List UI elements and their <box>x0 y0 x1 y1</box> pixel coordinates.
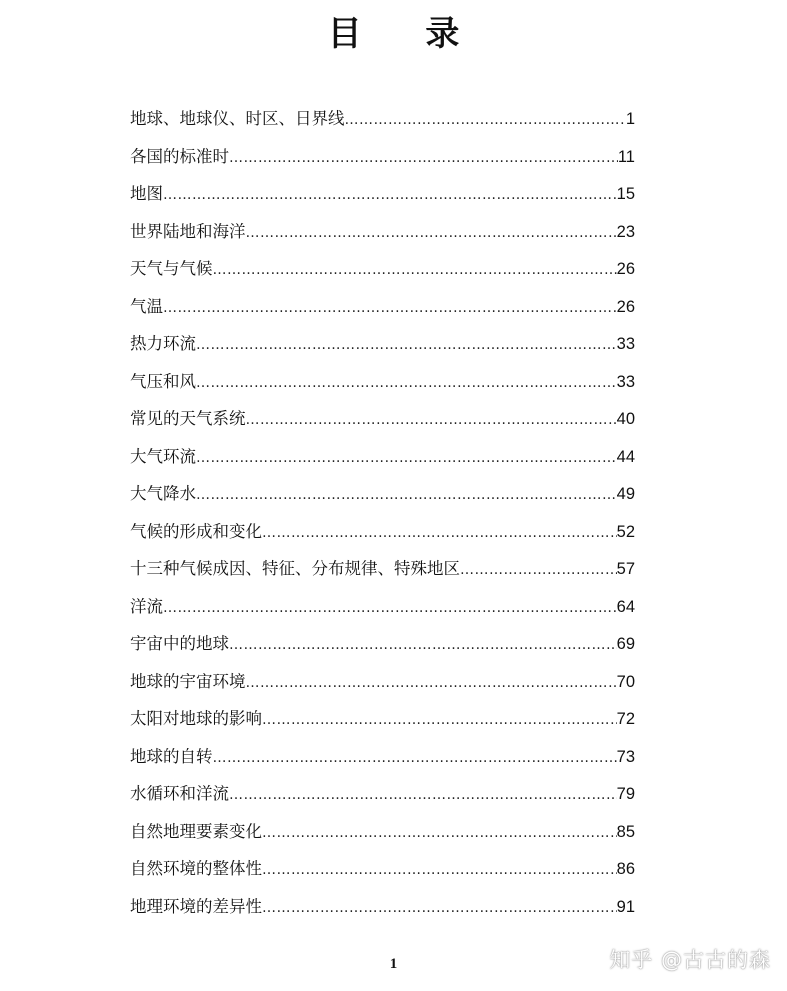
toc-entry-page: 11 <box>617 147 635 166</box>
watermark: 知乎 @古古的森 <box>609 948 771 972</box>
dot-leader <box>196 365 617 403</box>
toc-entry-6[interactable] <box>130 288 635 326</box>
toc-entry-title: 地球的自转 <box>130 746 213 766</box>
dot-leader <box>163 290 617 328</box>
dot-leader <box>229 140 618 178</box>
toc-entry-13[interactable] <box>130 550 635 588</box>
toc-entry-page: 49 <box>616 485 635 503</box>
toc-entry-page: 52 <box>616 522 635 541</box>
toc-entry-title: 气压和风 <box>130 371 196 391</box>
toc-entry-page: 1 <box>625 110 635 128</box>
toc-entry-18[interactable] <box>130 738 635 776</box>
toc-entry-title: 气温 <box>130 296 163 316</box>
toc-entry-page: 44 <box>616 447 635 466</box>
dot-leader <box>213 252 617 290</box>
toc-entry-19[interactable] <box>130 775 635 813</box>
toc-entry-title: 气候的形成和变化 <box>130 521 262 541</box>
toc-entry-title: 宇宙中的地球 <box>130 634 229 653</box>
toc-entry-page: 33 <box>616 372 635 391</box>
toc-entry-page: 85 <box>616 822 635 841</box>
toc-entry-title: 自然环境的整体性 <box>130 859 262 878</box>
table-of-contents <box>130 100 635 925</box>
dot-leader <box>262 702 617 740</box>
dot-leader <box>460 552 617 590</box>
toc-entry-page: 40 <box>616 410 635 428</box>
toc-entry-page: 73 <box>616 747 635 766</box>
dot-leader <box>262 852 617 890</box>
toc-entry-5[interactable] <box>130 250 635 288</box>
toc-entry-page: 15 <box>616 185 635 203</box>
toc-entry-title: 自然地理要素变化 <box>130 821 262 841</box>
toc-entry-title: 水循环和洋流 <box>130 784 229 803</box>
toc-entry-title: 大气降水 <box>130 484 196 503</box>
dot-leader <box>213 740 617 778</box>
dot-leader <box>163 590 617 628</box>
dot-leader <box>246 402 617 440</box>
toc-entry-7[interactable] <box>130 325 635 363</box>
toc-entry-title: 洋流 <box>130 596 163 616</box>
toc-entry-title: 太阳对地球的影响 <box>130 709 262 728</box>
dot-leader <box>262 815 617 853</box>
dot-leader <box>246 215 617 253</box>
toc-entry-21[interactable] <box>130 850 635 888</box>
dot-leader <box>229 777 617 815</box>
toc-entry-15[interactable] <box>130 625 635 663</box>
toc-entry-title: 地理环境的差异性 <box>130 896 262 916</box>
page-number: 1 <box>389 956 398 972</box>
toc-entry-page: 23 <box>616 222 635 241</box>
dot-leader <box>229 627 617 665</box>
toc-entry-page: 64 <box>616 597 635 616</box>
dot-leader <box>246 665 617 703</box>
toc-entry-8[interactable] <box>130 363 635 401</box>
toc-entry-title: 各国的标准时 <box>130 146 229 166</box>
toc-entry-12[interactable] <box>130 513 635 551</box>
toc-entry-page: 72 <box>616 710 635 728</box>
toc-entry-16[interactable] <box>130 663 635 701</box>
toc-entry-11[interactable] <box>130 475 635 513</box>
toc-entry-title: 大气环流 <box>130 446 196 466</box>
dot-leader <box>262 890 617 928</box>
toc-entry-page: 69 <box>616 635 635 653</box>
toc-entry-title: 地球的宇宙环境 <box>130 671 246 691</box>
toc-entry-title: 地球、地球仪、时区、日界线 <box>130 109 345 128</box>
toc-entry-1[interactable] <box>130 100 635 138</box>
toc-entry-page: 70 <box>616 672 635 691</box>
toc-entry-title: 十三种气候成因、特征、分布规律、特殊地区 <box>130 559 460 578</box>
toc-entry-title: 地图 <box>130 184 163 203</box>
toc-entry-title: 天气与气候 <box>130 259 213 278</box>
toc-entry-title: 热力环流 <box>130 334 196 353</box>
toc-entry-page: 26 <box>616 260 635 278</box>
dot-leader <box>262 515 617 553</box>
dot-leader <box>196 477 617 515</box>
toc-entry-20[interactable] <box>130 813 635 851</box>
toc-entry-title: 常见的天气系统 <box>130 409 246 428</box>
toc-entry-3[interactable] <box>130 175 635 213</box>
toc-entry-title: 世界陆地和海洋 <box>130 221 246 241</box>
toc-entry-page: 57 <box>616 560 635 578</box>
dot-leader <box>163 177 617 215</box>
toc-entry-22[interactable] <box>130 888 635 926</box>
toc-entry-page: 33 <box>616 335 635 353</box>
toc-entry-page: 86 <box>616 860 635 878</box>
toc-entry-4[interactable] <box>130 213 635 251</box>
page-title: 目 录 <box>327 14 486 54</box>
toc-entry-page: 79 <box>616 785 635 803</box>
toc-entry-9[interactable] <box>130 400 635 438</box>
dot-leader <box>196 327 617 365</box>
toc-entry-page: 91 <box>616 897 635 916</box>
toc-entry-14[interactable] <box>130 588 635 626</box>
dot-leader <box>345 102 626 140</box>
dot-leader <box>196 440 617 478</box>
toc-entry-2[interactable] <box>130 138 635 176</box>
toc-entry-17[interactable] <box>130 700 635 738</box>
toc-entry-page: 26 <box>616 297 635 316</box>
toc-entry-10[interactable] <box>130 438 635 476</box>
